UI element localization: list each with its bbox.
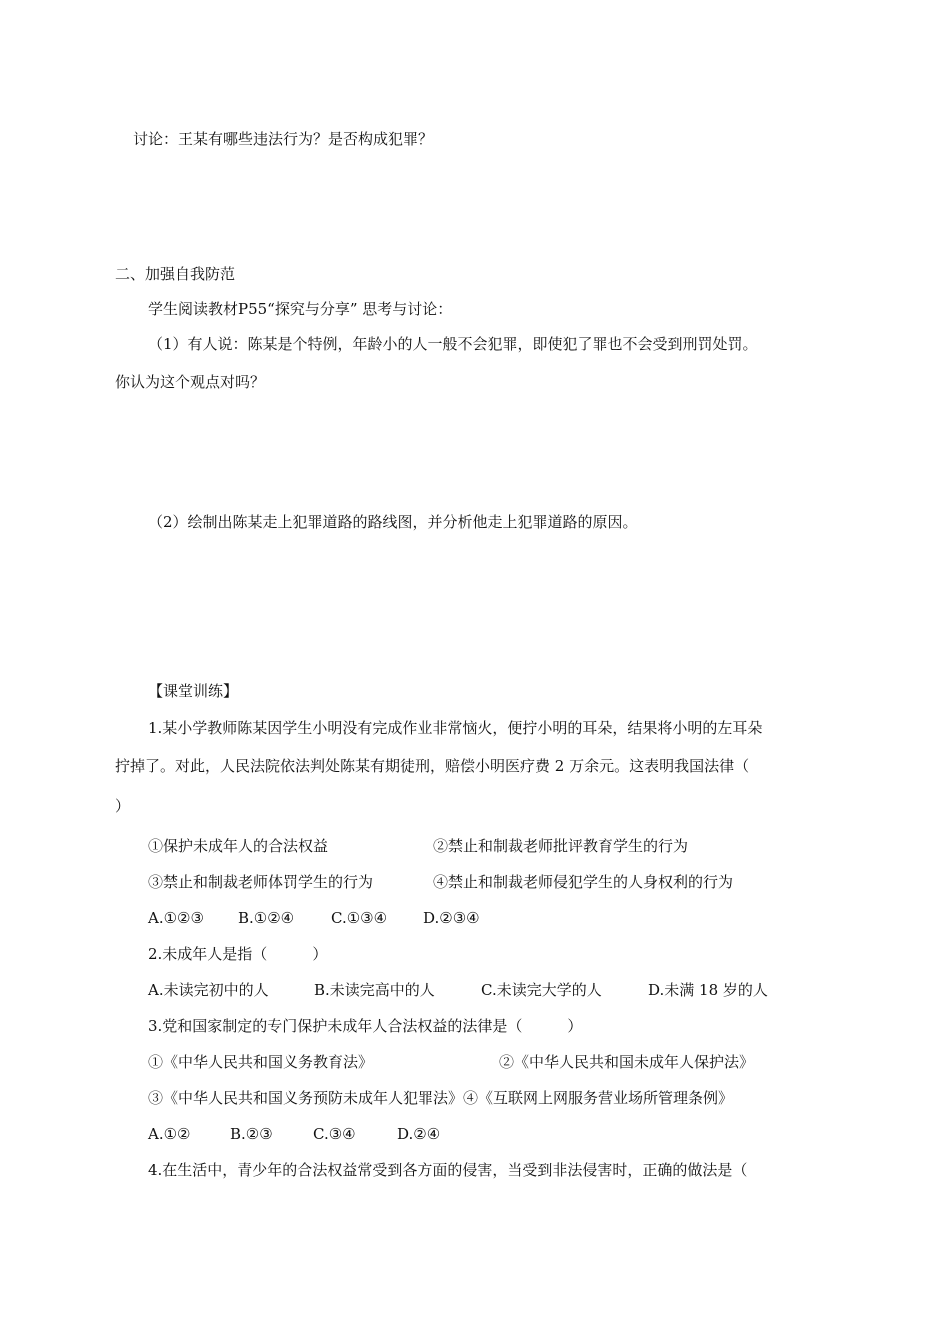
practice-q1-choice-b: B.①②④ bbox=[238, 909, 295, 927]
practice-q2-choice-b: B.未读完高中的人 bbox=[314, 981, 435, 999]
practice-q3-choice-a: A.①② bbox=[148, 1125, 191, 1143]
question-1-line-1: （1）有人说：陈某是个特例，年龄小的人一般不会犯罪，即使犯了罪也不会受到刑罚处罚。 bbox=[148, 335, 758, 353]
practice-q3-choice-c: C.③④ bbox=[313, 1125, 356, 1143]
discussion-question: 讨论：王某有哪些违法行为？是否构成犯罪？ bbox=[133, 130, 434, 148]
practice-q2-choice-c: C.未读完大学的人 bbox=[481, 981, 602, 999]
practice-q1-choice-d: D.②③④ bbox=[423, 909, 480, 927]
section-heading: 二、加强自我防范 bbox=[115, 265, 236, 283]
practice-q1-option-3: ③禁止和制裁老师体罚学生的行为 bbox=[148, 873, 374, 891]
practice-q3-option-3-4 bbox=[148, 1088, 733, 1108]
practice-q3-option-4: ④《互联网上网服务营业场所管理条例》 bbox=[463, 1089, 734, 1107]
practice-q1-line-2: 拧掉了。对此，人民法院依法判处陈某有期徒刑，赔偿小明医疗费 2 万余元。这表明我国法律（ bbox=[115, 757, 750, 775]
practice-heading: 【课堂训练】 bbox=[148, 682, 239, 700]
practice-q1-choice-c: C.①③④ bbox=[331, 909, 388, 927]
question-2: （2）绘制出陈某走上犯罪道路的路线图，并分析他走上犯罪道路的原因。 bbox=[148, 513, 638, 531]
practice-q1-option-1: ①保护未成年人的合法权益 bbox=[148, 837, 329, 855]
practice-q1-line-3: ） bbox=[115, 797, 131, 815]
practice-q2-stem: 2.未成年人是指（ ） bbox=[148, 945, 328, 963]
practice-q4-line-1: 4.在生活中，青少年的合法权益常受到各方面的侵害，当受到非法侵害时，正确的做法是（ bbox=[148, 1161, 748, 1179]
practice-q1-line-1: 1.某小学教师陈某因学生小明没有完成作业非常恼火，便拧小明的耳朵，结果将小明的左耳朵 bbox=[148, 719, 763, 737]
section-intro: 学生阅读教材P55“探究与分享” 思考与讨论： bbox=[148, 300, 453, 318]
practice-q2-choice-a: A.未读完初中的人 bbox=[148, 981, 269, 999]
practice-q3-option-3: ③《中华人民共和国义务预防未成年人犯罪法》 bbox=[148, 1089, 464, 1107]
practice-q1-choice-a: A.①②③ bbox=[148, 909, 204, 927]
practice-q3-option-1: ①《中华人民共和国义务教育法》 bbox=[148, 1053, 374, 1071]
practice-q3-choice-d: D.②④ bbox=[397, 1125, 441, 1143]
practice-q1-option-2: ②禁止和制裁老师批评教育学生的行为 bbox=[433, 837, 689, 855]
practice-q3-option-2: ②《中华人民共和国未成年人保护法》 bbox=[499, 1053, 755, 1071]
practice-q3-stem: 3.党和国家制定的专门保护未成年人合法权益的法律是（ ） bbox=[148, 1017, 583, 1035]
practice-q3-choice-b: B.②③ bbox=[230, 1125, 273, 1143]
question-1-line-2: 你认为这个观点对吗？ bbox=[115, 373, 266, 391]
practice-q1-option-4: ④禁止和制裁老师侵犯学生的人身权利的行为 bbox=[433, 873, 734, 891]
practice-q2-choice-d: D.未满 18 岁的人 bbox=[648, 981, 768, 999]
